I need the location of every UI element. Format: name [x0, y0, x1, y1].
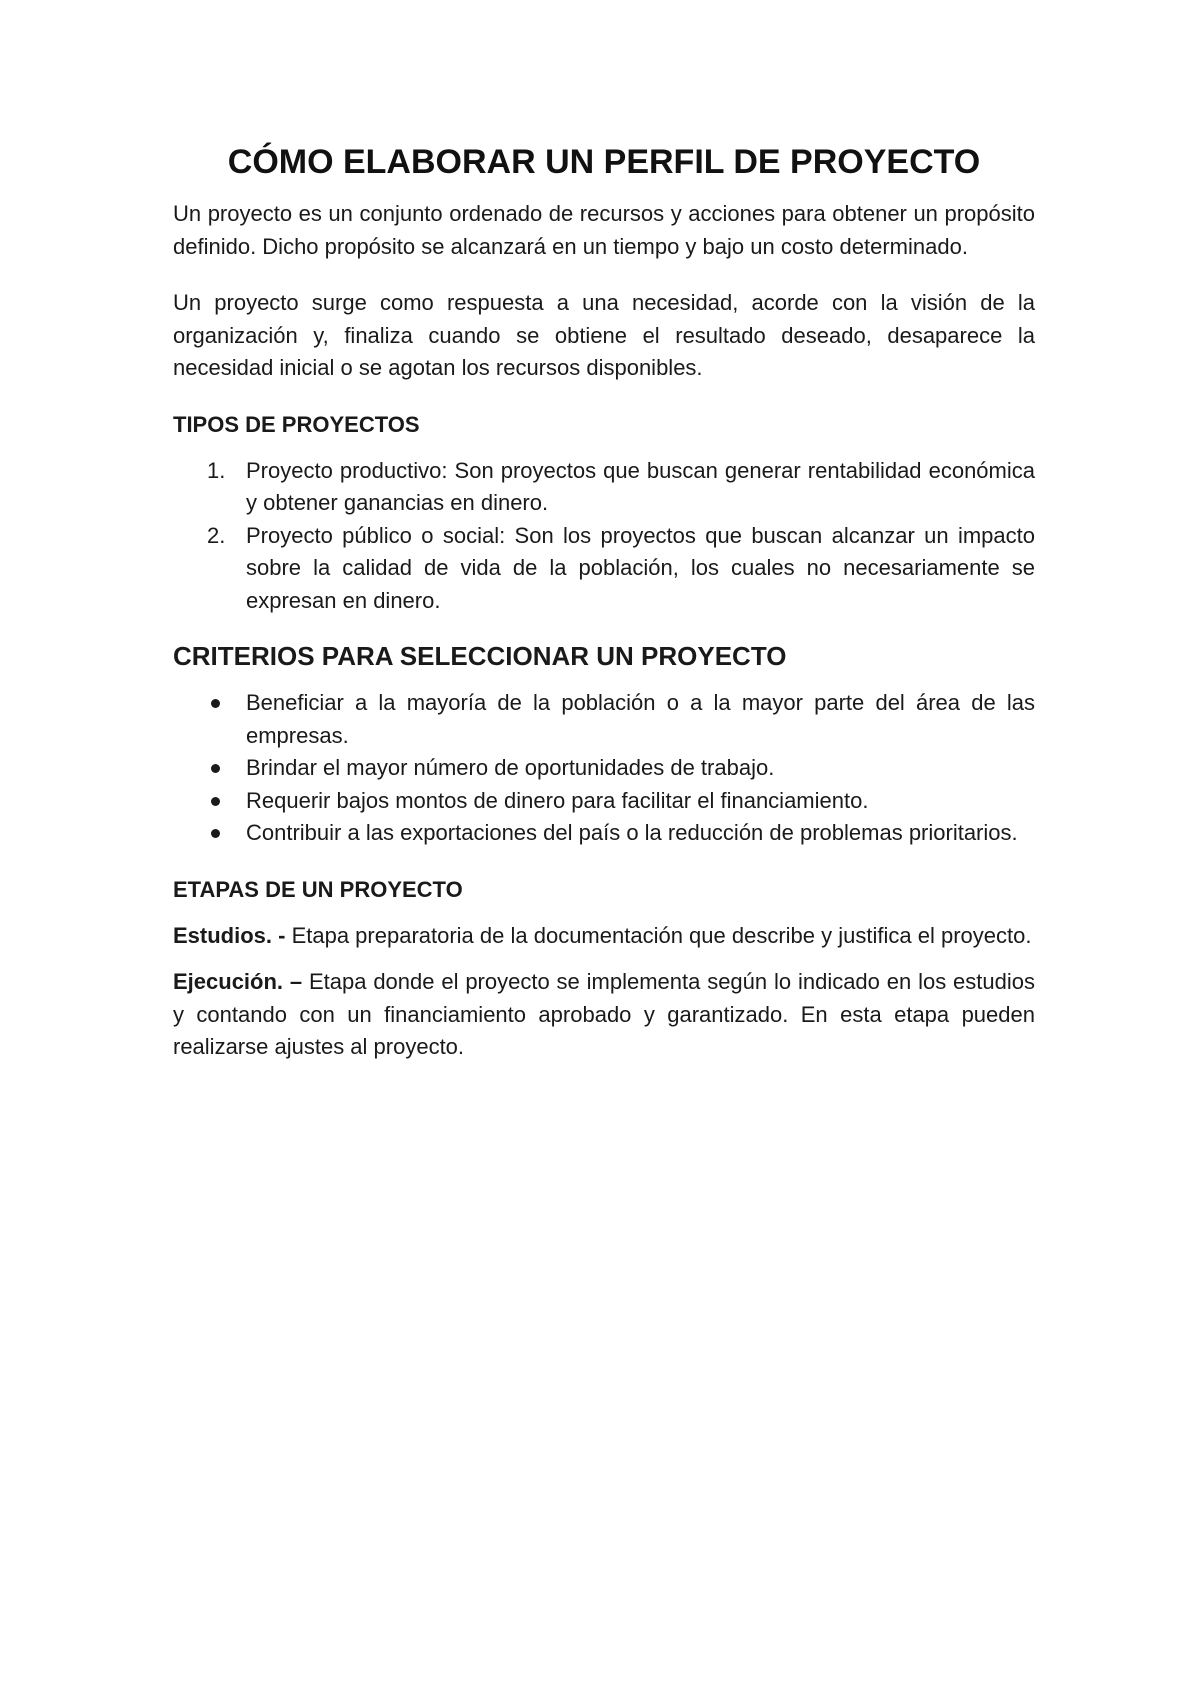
list-item-text: Requerir bajos montos de dinero para facilitar el financiamiento.	[246, 787, 869, 813]
list-item-text: Brindar el mayor número de oportunidades de trabajo.	[246, 755, 775, 780]
etapa-ejecucion	[173, 966, 1035, 1064]
list-item-text: Proyecto productivo: Son proyectos que buscan generar rentabilidad económica y obtener ganancias en dinero.	[246, 457, 1035, 515]
bullet-icon	[211, 829, 220, 838]
criterios-list	[173, 687, 1035, 850]
list-item-text: Contribuir a las exportaciones del país o la reducción de problemas prioritarios.	[246, 820, 1018, 845]
etapa-label: Ejecución. –	[173, 969, 303, 994]
document-title: CÓMO ELABORAR UN PERFIL DE PROYECTO	[227, 143, 981, 181]
list-item	[173, 520, 1035, 618]
criterios-heading: CRITERIOS PARA SELECCIONAR UN PROYECTO	[173, 641, 787, 671]
intro-paragraph-2: Un proyecto surge como respuesta a una necesidad, acorde con la visión de la organización y, finaliza cuando se obtiene el resultado deseado, desaparece la necesidad inicial o se agotan los recursos disponibles.	[173, 290, 1035, 380]
list-item	[173, 785, 1035, 818]
list-item	[173, 752, 1035, 785]
list-item	[173, 455, 1035, 520]
list-item-text: Beneficiar a la mayoría de la población o a la mayor parte del área de las empresas.	[246, 690, 1035, 748]
document-content	[173, 140, 1035, 1078]
etapa-label: Estudios. -	[173, 922, 286, 948]
list-item	[173, 817, 1035, 850]
etapa-estudios	[173, 920, 1035, 953]
etapa-text: Etapa donde el proyecto se implementa según lo indicado en los estudios y contando con un financiamiento aprobado y garantizado. En esta etapa pueden realizarse ajustes al proyecto.	[173, 969, 1035, 1059]
list-item	[173, 687, 1035, 752]
etapas-heading: ETAPAS DE UN PROYECTO	[173, 876, 463, 902]
tipos-heading: TIPOS DE PROYECTOS	[173, 411, 420, 437]
tipos-list	[173, 455, 1035, 618]
bullet-icon	[211, 699, 220, 708]
bullet-icon	[211, 764, 220, 773]
list-item-number: 2.	[207, 522, 226, 548]
intro-paragraph-1: Un proyecto es un conjunto ordenado de recursos y acciones para obtener un propósito definido. Dicho propósito se alcanzará en un tiempo y bajo un costo determinado.	[173, 201, 1035, 259]
bullet-icon	[211, 797, 220, 806]
list-item-text: Proyecto público o social: Son los proyectos que buscan alcanzar un impacto sobre la calidad de vida de la población, los cuales no necesariamente se expresan en dinero.	[246, 522, 1035, 613]
list-item-number: 1.	[207, 457, 226, 483]
etapa-text: Etapa preparatoria de la documentación que describe y justifica el proyecto.	[285, 922, 1032, 948]
